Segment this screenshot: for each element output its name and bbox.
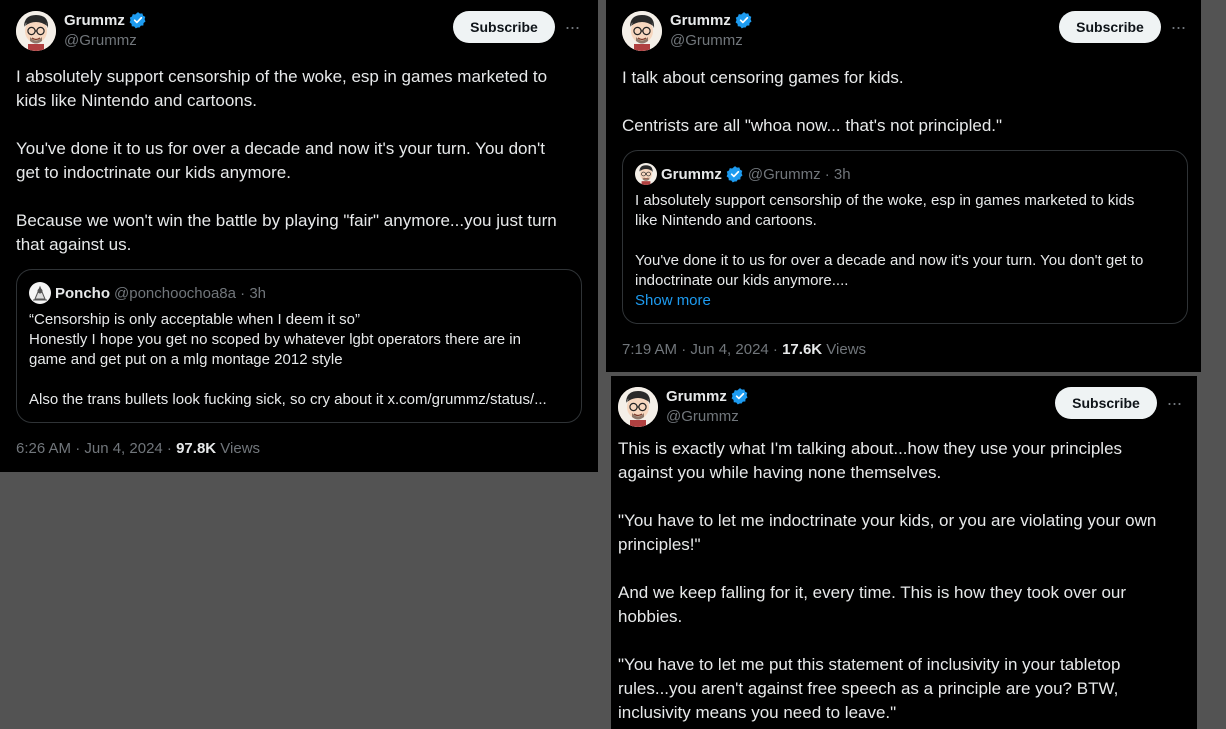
subscribe-button[interactable]: Subscribe	[1059, 11, 1161, 43]
author-name-line	[670, 11, 753, 29]
show-more-link[interactable]: Show more	[635, 292, 711, 309]
author-handle[interactable]: @Grummz	[64, 32, 137, 49]
quoted-tweet[interactable]	[622, 150, 1188, 324]
quote-header	[635, 163, 851, 185]
author-name-line	[666, 387, 749, 405]
avatar[interactable]	[16, 11, 56, 51]
quote-avatar	[635, 163, 657, 185]
quote-author-name: Grummz	[661, 165, 722, 183]
views-label: Views	[822, 341, 867, 358]
tweet-panel-1	[0, 0, 598, 472]
tweet-timestamp[interactable]: 7:19 AM · Jun 4, 2024 ·	[622, 341, 783, 358]
avatar[interactable]	[622, 11, 662, 51]
verified-badge-icon	[726, 165, 744, 183]
author-name[interactable]: Grummz	[64, 11, 125, 29]
quote-text: “Censorship is only acceptable when I deem it so” Honestly I hope you get no scoped by whatever lgbt operators there are in game and get put on a mlg montage 2012 style Also the trans bullets look fucking sick, so cry about it x.com/grummz/status/...	[29, 311, 547, 408]
tweet-panel-2	[606, 0, 1201, 372]
tweet-text: I absolutely support censorship of the woke, esp in games marketed to kids like Nintendo and cartoons. You've done it to us for over a decade and now it's your turn. You don't get to indoctrinate our kids anymore. Because we won't win the battle by playing "fair" anymore...you just turn that against us.	[16, 67, 557, 254]
more-icon[interactable]: ···	[1170, 16, 1186, 37]
tweet-meta	[622, 341, 866, 358]
views-count: 17.6K	[782, 341, 823, 358]
subscribe-button[interactable]: Subscribe	[453, 11, 555, 43]
more-icon[interactable]: ···	[564, 16, 580, 37]
tweet-panel-3	[611, 376, 1197, 729]
tweet-meta	[16, 440, 260, 457]
quote-avatar	[29, 282, 51, 304]
verified-badge-icon	[731, 387, 749, 405]
tweet-text: This is exactly what I'm talking about...how they use your principles against you while having none themselves. "You have to let me indoctrinate your kids, or you are violating your own principles!" And we keep falling for it, every time. This is how they took over our hobbies. "You have to let me put this statement of inclusivity in your tabletop rules...you aren't against free speech as a principle are you? BTW, inclusivity means you need to leave."	[618, 439, 1157, 722]
quote-author-meta: @Grummz · 3h	[747, 165, 851, 183]
verified-badge-icon	[129, 11, 147, 29]
quoted-tweet[interactable]	[16, 269, 582, 423]
more-icon[interactable]: ···	[1166, 392, 1182, 413]
views-count: 97.8K	[176, 440, 217, 457]
author-handle[interactable]: @Grummz	[666, 408, 739, 425]
verified-badge-icon	[735, 11, 753, 29]
author-name[interactable]: Grummz	[670, 11, 731, 29]
tweet-text: I talk about censoring games for kids. Centrists are all "whoa now... that's not principled."	[622, 68, 1003, 135]
quote-author-name: Poncho	[55, 284, 110, 302]
avatar[interactable]	[618, 387, 658, 427]
quote-author-meta: @ponchoochoa8a · 3h	[114, 284, 267, 302]
tweet-header	[622, 11, 1187, 53]
tweet-timestamp[interactable]: 6:26 AM · Jun 4, 2024 ·	[16, 440, 177, 457]
tweet-header	[16, 11, 584, 53]
author-name[interactable]: Grummz	[666, 387, 727, 405]
author-name-line	[64, 11, 147, 29]
views-label: Views	[216, 440, 261, 457]
author-handle[interactable]: @Grummz	[670, 32, 743, 49]
quote-header	[29, 282, 266, 304]
quote-text: I absolutely support censorship of the woke, esp in games marketed to kids like Nintendo and cartoons. You've done it to us for over a decade and now it's your turn. You don't get to indoctrinate our kids anymore....	[635, 192, 1144, 289]
subscribe-button[interactable]: Subscribe	[1055, 387, 1157, 419]
tweet-header	[618, 387, 1183, 429]
